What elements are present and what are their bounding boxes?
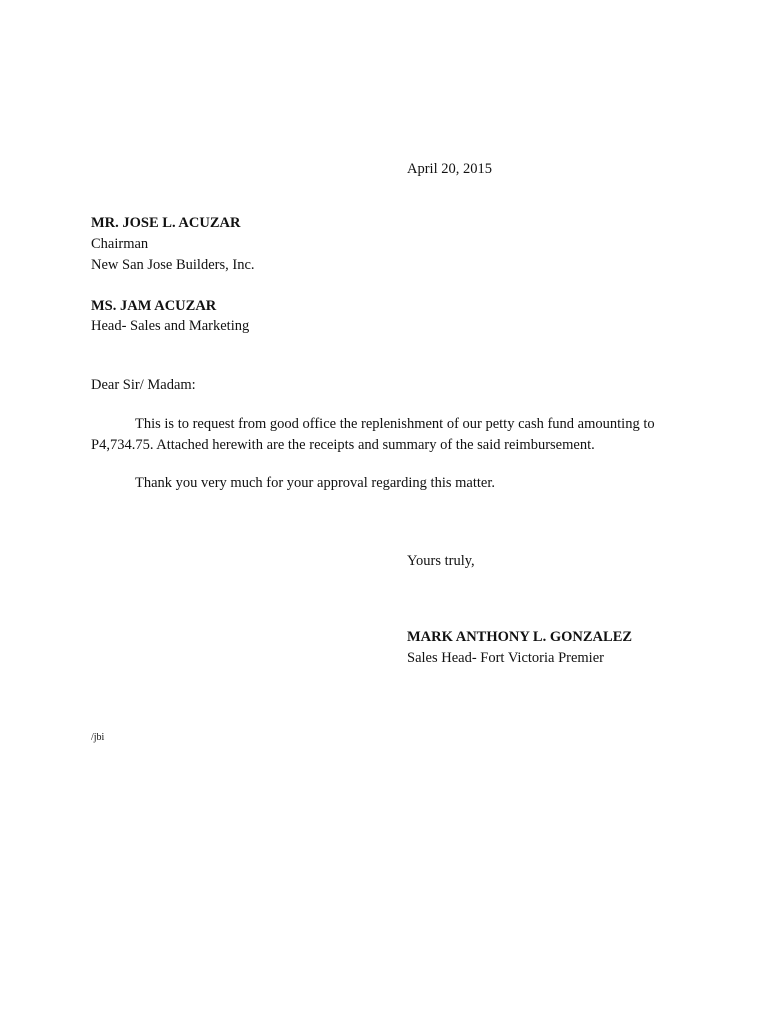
salutation: Dear Sir/ Madam: bbox=[91, 377, 196, 393]
signatory-title: Sales Head- Fort Victoria Premier bbox=[407, 650, 604, 666]
paragraph1-line1: This is to request from good office the replenishment of our petty cash fund amounting to bbox=[135, 416, 655, 432]
recipient1-title: Chairman bbox=[91, 236, 149, 252]
paragraph1-line2: P4,734.75. Attached herewith are the receipts and summary of the said reimbursement. bbox=[91, 437, 595, 453]
initials: /jbi bbox=[91, 732, 105, 743]
closing: Yours truly, bbox=[407, 553, 475, 569]
recipient1-name: MR. JOSE L. ACUZAR bbox=[91, 215, 241, 231]
recipient2-name: MS. JAM ACUZAR bbox=[91, 298, 217, 314]
paragraph2: Thank you very much for your approval regarding this matter. bbox=[135, 475, 495, 491]
recipient2-title: Head- Sales and Marketing bbox=[91, 318, 250, 334]
letter-date: April 20, 2015 bbox=[407, 161, 492, 177]
recipient1-company: New San Jose Builders, Inc. bbox=[91, 257, 255, 273]
signatory-name: MARK ANTHONY L. GONZALEZ bbox=[407, 629, 633, 645]
